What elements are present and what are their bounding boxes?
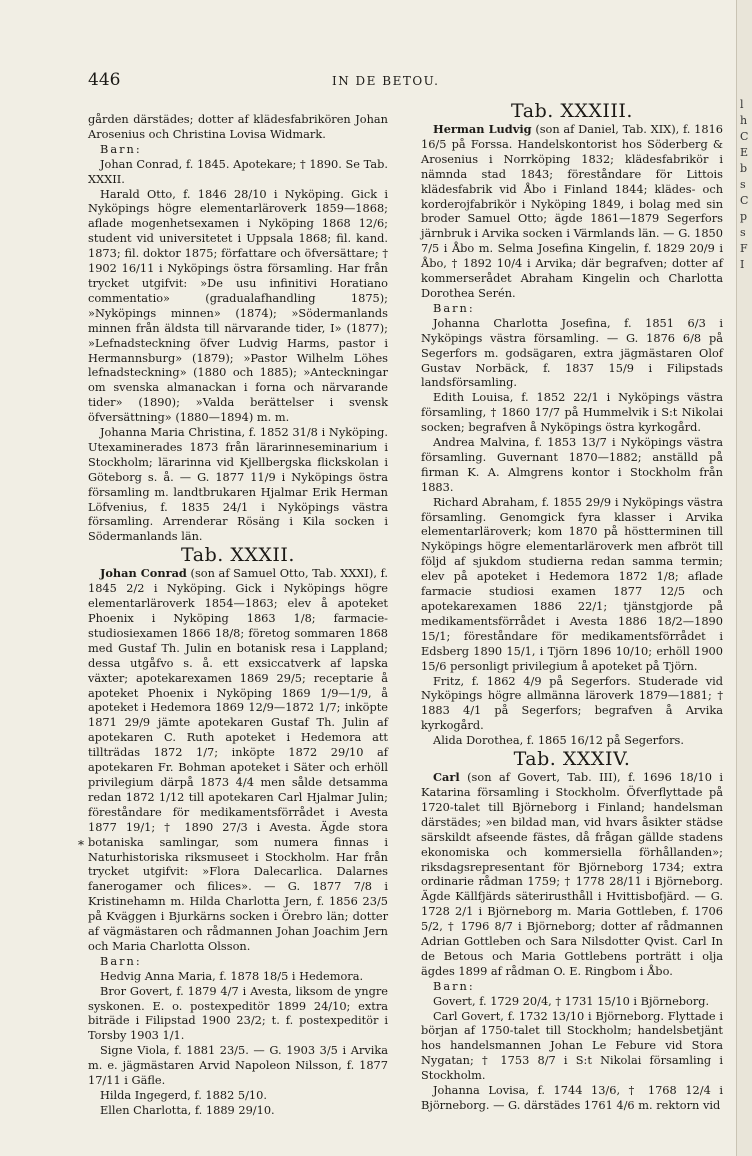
child-entry: Alida Dorothea, f. 1865 16/12 på Segerfors. <box>433 733 684 748</box>
barn-heading: Barn: <box>433 300 475 315</box>
child-entry: Ellen Charlotta, f. 1889 29/10. <box>100 1102 275 1117</box>
edge-fragment: C <box>740 130 749 143</box>
edge-fragment: E <box>740 146 749 159</box>
entry-text: (son af Samuel Otto, Tab. XXXI), f. 1845 2/2 i Nyköping. Gick i Nyköpings högre elementarläroverk 1854—1863; elev å apoteket Phoenix i Nyköping 1863 1/8; farmacie-studiosiexamen 1866 18/8; företog sommaren 1868 med Gustaf Th. Julin en botanisk resa i Lappland; dessa utgåfvo s. å. ett exsiccatverk af lapska växter; apotekarexamen 1869 29/5; receptarie å apoteket Phoenix i Nyköping 1869 1/9—1/9, å apoteket i Hedemora 1869 12/9—1872 1/7; inköpte 1871 29/9 jämte apotekaren Gustaf Th. Julin af apotekaren C. Ruth apoteket i Hedemora att tillträdas 1872 1/7; inköpte 1872 29/10 af apotekaren Fr. Bohman apoteket i Säter och erhöll privilegium därpå 1873 4/4 men sålde detsamma redan 1872 1/12 till apotekaren Carl Hjalmar Julin; föreståndare för medikamentsförrådet i Avesta 1877 19/1; † 1890 27/3 i Avesta. Ägde stora botaniska samlingar, som numera finnas i Naturhistoriska riksmuseet i Stockholm. Har från trycket utgifvit: »Flora Dalecarlica. Dalarnes fanerogamer och filices». — G. 1877 7/8 i Kristinehamn m. Hilda Charlotta Jern, f. 1856 23/5 på Kväggen i Bjurkärns socken i Örebro län; dotter af vägmästaren och rådmannen Johan Joachim Jern och Maria Charlotta Olsson. <box>88 566 388 953</box>
child-entry: Signe Viola, f. 1881 23/5. — G. 1903 3/5 i Arvika m. e. jägmästaren Arvid Napoleon Nilsson, f. 1877 17/11 i Gäfle. <box>88 1043 388 1088</box>
edge-fragment: s <box>740 178 746 191</box>
person-name: Johan Conrad <box>100 566 187 581</box>
table-heading-xxxiii: Tab. XXXIII. <box>511 100 633 122</box>
child-entry: Johan Conrad, f. 1845. Apotekare; † 1890. Se Tab. XXXII. <box>88 156 388 186</box>
child-entry: Johanna Maria Christina, f. 1852 31/8 i Nyköping. Utexaminerades 1873 från lärarinneseminarium i Stockholm; lärarinna vid Kjellbergska flickskolan i Göteborg s. å. — G. 1877 11/9 i Nyköpings östra församling m. landtbrukaren Hjalmar Erik Herman Löfvenius, f. 1835 24/1 i Nyköpings västra församling. Arrenderar Rösäng i Kila socken i Södermanlands län. <box>88 425 388 544</box>
entry-text: (son af Daniel, Tab. XIX), f. 1816 16/5 på Forssa. Handelskontorist hos Söderberg & Arosenius i Norrköping 1832; klädesfabrikör i nämnda stad 1843; föreståndare för Littois klädesfabrik vid Åbo i Finland 1844; klädes- och korderojfabrikör i Nyköping 1849, i bolag med sin broder Samuel Otto; ägde 1861—1879 Segerfors järnbruk i Arvika socken i Värmlands län. — G. 1850 7/5 i Åbo m. Selma Josefina Kingelin, f. 1829 20/9 i Åbo, † 1892 10/4 i Arvika; där begrafven; dotter af kommerserådet Abraham Kingelin och Charlotta Dorothea Serén. <box>421 122 724 300</box>
child-entry: Harald Otto, f. 1846 28/10 i Nyköping. Gick i Nyköpings högre elementarläroverk 1859—1868; aflade mogenhetsexamen i Nyköping 1868 12/6; student vid universitetet i Uppsala 1868; fil. kand. 1873; fil. doktor 1875; författare och öfversättare; † 1902 16/11 i Nyköpings östra församling. Har från trycket utgifvit: »De usu infinitivi Horatiano commentatio» (gradualafhandling 1875); »Nyköpings minnen» (1874); »Södermanlands minnen från äldsta till närvarande tider, I» (1877); »Lefnadsteckning öfver Ludvig Harms, pastor i Hermannsburg» (1879); »Pastor Wilhelm Löhes lefnadsteckning» (1880 och 1885); »Anteckningar om svenska almanackan i forna och närvarande tider» (1890); »Valda berättelser i svensk öfversättning» (1880—1894) m. m. <box>88 186 388 425</box>
barn-heading: Barn: <box>100 953 142 968</box>
person-name: Herman Ludvig <box>433 122 532 136</box>
edge-fragment: p <box>740 210 748 223</box>
table-heading-xxxii: Tab. XXXII. <box>181 544 295 567</box>
left-column <box>88 112 388 1118</box>
person-name: Carl <box>433 770 460 785</box>
child-entry: Govert, f. 1729 20/4, † 1731 15/10 i Björneborg. <box>433 993 710 1008</box>
child-entry: Fritz, f. 1862 4/9 på Segerfors. Studerade vid Nyköpings högre allmänna läroverk 1879—1881; † 1883 4/1 på Segerfors; begrafven å Arvika kyrkogård. <box>421 673 723 733</box>
entry-johan-conrad <box>88 566 388 954</box>
child-entry: Andrea Malvina, f. 1853 13/7 i Nyköpings västra församling. Guvernant 1870—1882; anställd på firman K. A. Almgrens kontor i Stockholm från 1883. <box>421 435 723 494</box>
edge-fragment: h <box>740 114 748 127</box>
edge-fragment: l <box>740 98 744 111</box>
child-entry: Edith Louisa, f. 1852 22/1 i Nyköpings västra församling, † 1860 17/7 på Hummelvik i S:t Nikolai socken; begrafven å Nyköpings östra kyrkogård. <box>421 390 723 435</box>
adjacent-page-edge <box>736 0 752 1156</box>
page-number: 446 <box>88 70 121 90</box>
page-header <box>88 70 736 92</box>
right-column <box>421 100 723 1113</box>
child-entry: Bror Govert, f. 1879 4/7 i Avesta, liksom de yngre syskonen. E. o. postexpeditör 1899 24/10; extra biträde i Filipstad 1900 23/2; t. f. postexpeditör i Torsby 1903 1/1. <box>88 983 388 1043</box>
edge-fragment: I <box>740 258 745 271</box>
intro-text: gården därstädes; dotter af klädesfabrikören Johan Arosenius och Christina Lovisa Widmark. <box>88 112 388 141</box>
entry-carl <box>421 770 723 979</box>
child-entry: Carl Govert, f. 1732 13/10 i Björneborg. Flyttade i början af 1750-talet till Stockholm; handelsbetjänt hos handelsmannen Johan Le Febure vid Stora Nygatan; † 1753 8/7 i S:t Nikolai församling i Stockholm. <box>421 1008 723 1083</box>
child-entry: Hilda Ingegerd, f. 1882 5/10. <box>100 1088 267 1102</box>
margin-mark: * <box>78 838 84 852</box>
edge-fragment: C <box>740 194 749 207</box>
entry-herman-ludvig <box>421 122 723 301</box>
child-entry: Richard Abraham, f. 1855 29/9 i Nyköpings västra församling. Genomgick fyra klasser i Arvika elementarläroverk; kom 1870 på höstterminen till Nyköpings högre elementarläroverk men afbröt till följd af sjukdom studierna redan samma termin; elev på apoteket i Hedemora 1872 1/8; aflade farmacie studiosi examen 1877 12/5 och apotekarexamen 1886 22/1; tjänstgjorde på medikamentsförrådet i Avesta 1886 18/2—1890 15/1; föreståndare för medikamentsförrådet i Edsberg 1890 15/1, i Tjörn 1896 10/10; erhöll 1900 15/6 personligt privilegium å apoteket på Tjörn. <box>421 494 723 673</box>
child-entry: Hedvig Anna Maria, f. 1878 18/5 i Hedemora. <box>100 968 364 983</box>
running-head: IN DE BETOU. <box>332 74 440 88</box>
edge-fragment: s <box>740 226 746 239</box>
table-heading-xxxiv: Tab. XXXIV. <box>513 748 631 771</box>
edge-fragment: b <box>740 162 748 175</box>
child-entry: Johanna Charlotta Josefina, f. 1851 6/3 i Nyköpings västra församling. — G. 1876 6/8 på Segerfors m. godsägaren, extra jägmästaren Olof Gustav Norbäck, f. 1837 15/9 i Filipstads landsförsamling. <box>421 315 723 390</box>
barn-heading: Barn: <box>433 978 475 993</box>
barn-heading: Barn: <box>100 141 142 156</box>
child-entry: Johanna Lovisa, f. 1744 13/6, † 1768 12/4 i Björneborg. — G. därstädes 1761 4/6 m. rektorn vid <box>421 1083 723 1112</box>
edge-fragment: F <box>740 242 748 255</box>
entry-text: (son af Govert, Tab. III), f. 1696 18/10 i Katarina församling i Stockholm. Öfverflyttade på 1720-talet till Björneborg i Finland; handelsman därstädes; »en bildad man, vid hvars åsikter städse särskildt afseende fästes, då frågan gällde stadens ekonomiska och kommersiella förhållanden»; riksdagsrepresentant för Björneborg 1734; extra ordinarie rådman 1759; † 1778 28/11 i Björneborg. Ägde Källfjärds säterirusthåll i Hvittisbofjärd. — G. 1728 2/1 i Björneborg m. Maria Gottleben, f. 1706 5/2, † 1796 8/7 i Björneborg; dotter af rådmannen Adrian Gottleben och Sara Nilsdotter Qvist. Carl In de Betous och Maria Gottlebens porträtt i olja ägdes 1899 af rådman O. E. Ringbom i Åbo. <box>421 770 724 978</box>
